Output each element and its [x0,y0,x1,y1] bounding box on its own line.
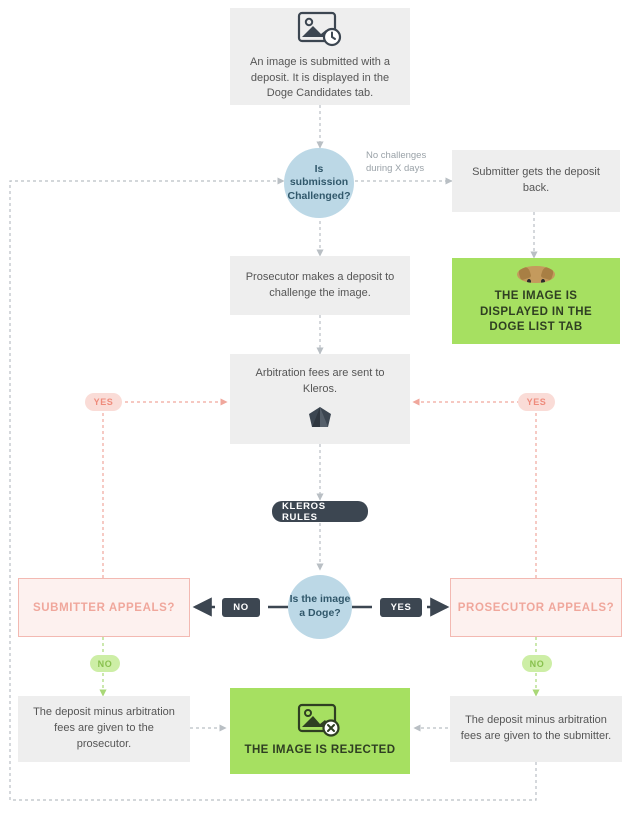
badge-kleros-rules-label: KLEROS RULES [282,500,326,523]
image-submit-icon [297,11,343,47]
node-deposit-to-submitter [450,696,622,762]
edge-label-no-prosecutor-appeal [522,655,552,672]
edge-label-no-submitter-appeal [90,655,120,672]
edge-label-yes [380,598,422,617]
node-submitter-appeals-label: SUBMITTER APPEALS? [33,601,175,614]
edge-label-yes-text: YES [390,602,412,613]
badge-kleros-rules [272,501,368,522]
note-no-challenges: No challenges during X days [366,150,427,174]
edge-label-no-prosecutor-appeal-text: NO [529,658,545,669]
edge-label-no [222,598,260,617]
node-image-rejected [230,688,410,774]
node-deposit-back [452,150,620,212]
edge-label-yes-submitter-appeal [85,393,122,411]
edge-label-no-text: NO [233,602,249,613]
edge-label-yes-prosecutor-appeal-text: YES [526,397,547,407]
node-is-doge-label: Is the image a Doge? [289,593,351,619]
node-challenged-label: Is submission Challenged? [287,162,351,202]
node-submission-label: An image is submitted with a deposit. It is displayed in the Doge Candidates tab. [249,55,390,100]
edge-label-yes-prosecutor-appeal [518,393,555,411]
node-prosecutor-deposit-label: Prosecutor makes a deposit to challenge the image. [245,270,395,299]
node-deposit-to-prosecutor [18,696,190,762]
edge-label-yes-submitter-appeal-text: YES [93,397,114,407]
node-image-rejected-label: THE IMAGE IS REJECTED [244,744,396,757]
node-submission [230,8,410,105]
node-image-displayed [452,258,620,344]
edge-label-no-submitter-appeal-text: NO [97,658,113,669]
node-prosecutor-appeals-label: PROSECUTOR APPEALS? [457,601,615,614]
node-is-image-doge [288,575,352,639]
kleros-icon [307,406,333,432]
image-rejected-icon [297,703,343,737]
node-arbitration-fees-label: Arbitration fees are sent to Kleros. [255,367,385,395]
node-image-displayed-label: THE IMAGE IS DISPLAYED IN THE DOGE LIST TAB [479,290,593,334]
node-prosecutor-appeals [450,578,622,637]
node-deposit-to-prosecutor-label: The deposit minus arbitration fees are given to the prosecutor. [33,706,175,750]
node-arbitration-fees [230,354,410,444]
node-deposit-back-label: Submitter gets the deposit back. [472,166,600,194]
node-prosecutor-deposit [230,256,410,315]
node-submitter-appeals [18,578,190,637]
doge-icon [517,266,555,283]
node-is-submission-challenged [284,148,354,218]
node-deposit-to-submitter-label: The deposit minus arbitration fees are given to the submitter. [460,714,612,742]
